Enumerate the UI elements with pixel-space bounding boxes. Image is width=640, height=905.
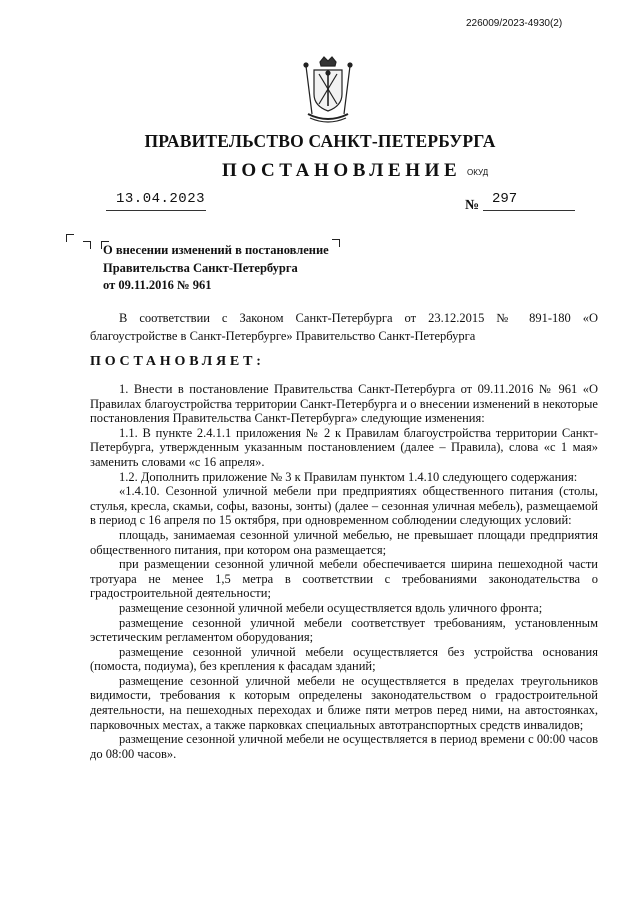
preamble-text: В соответствии с Законом Санкт-Петербурга от 23.12.2015 № 891-180 «О благоустройстве в Санкт-Петербурге» Правительство Санкт-Петербурга [90,311,598,343]
date-underline [106,210,206,211]
paragraph: размещение сезонной уличной мебели осуществляется вдоль уличного фронта; [119,600,543,615]
paragraph: 1.2. Дополнить приложение № 3 к Правилам пунктом 1.4.10 следующего содержания: [119,469,578,484]
paragraph: площадь, занимаемая сезонной уличной мебелью, не превышает площади предприятия общественного питания, при котором она размещается; [90,527,598,557]
number-sign: № [465,198,480,213]
subject-line: Правительства Санкт-Петербурга [103,260,298,275]
document-type-title: ПОСТАНОВЛЕНИЕ [222,160,462,181]
document-number: 297 [492,191,518,207]
resolves-heading: ПОСТАНОВЛЯЕТ: [90,354,265,369]
government-title: ПРАВИТЕЛЬСТВО САНКТ-ПЕТЕРБУРГА [144,131,496,151]
paragraph: размещение сезонной уличной мебели не осуществляется в период времени с 00:00 часов до 08:00 часов». [90,732,598,761]
subject-line: О внесении изменений в постановление [103,243,329,257]
paragraph: «1.4.10. Сезонной уличной мебели при предприятиях общественного питания (столы, стулья, кресла, скамьи, софы, вазоны, зонты) (далее – сезонная уличная мебель), размещаемой в период с 16 апреля по 15 октября, при одновременном соблюдении следующих условий: [90,484,598,528]
document-subject [103,242,353,295]
paragraph: размещение сезонной уличной мебели осуществляется без устройства основания (помоста, подиума), без крепления к фасадам зданий; [90,644,598,674]
paragraph: размещение сезонной уличной мебели соответствует требованиям, установленным эстетическим регламентом оборудования; [90,615,598,645]
coat-of-arms-icon [300,56,356,126]
corner-mark [83,241,91,249]
paragraph: размещение сезонной уличной мебели не осуществляется в пределах треугольников видимости, требования к которым определены законодательством о градостроительной деятельности, на пешеходных переходах и ближе пяти метров перед ними, на автостоянках, парковочных местах, а также парковках специальных автотранспортных средств инвалидов; [90,673,598,732]
document-date: 13.04.2023 [116,191,206,207]
subject-line: от 09.11.2016 № 961 [103,278,212,292]
number-underline [483,210,575,211]
corner-mark [66,234,74,242]
paragraph: 1. Внести в постановление Правительства Санкт-Петербурга от 09.11.2016 № 961 «О Правилах благоустройства территории Санкт-Петербурга и о внесении изменений в некоторые постановления Правительства Санкт-Петербурга» следующие изменения: [90,382,598,426]
okud-label: ОКУД [467,168,489,177]
document-body [90,382,598,761]
document-registration-number: 226009/2023-4930(2) [466,18,563,29]
paragraph: 1.1. В пункте 2.4.1.1 приложения № 2 к Правилам благоустройства территории Санкт-Петербурга, утвержденным указанным постановлением (далее – Правила), слова «с 1 мая» заменить словами «с 16 апреля». [90,425,598,469]
preamble-paragraph [90,310,598,345]
paragraph: при размещении сезонной уличной мебели обеспечивается ширина пешеходной части тротуара не менее 1,5 метра в соответствии с требованиями законодательства о градостроительной деятельности; [90,557,598,601]
